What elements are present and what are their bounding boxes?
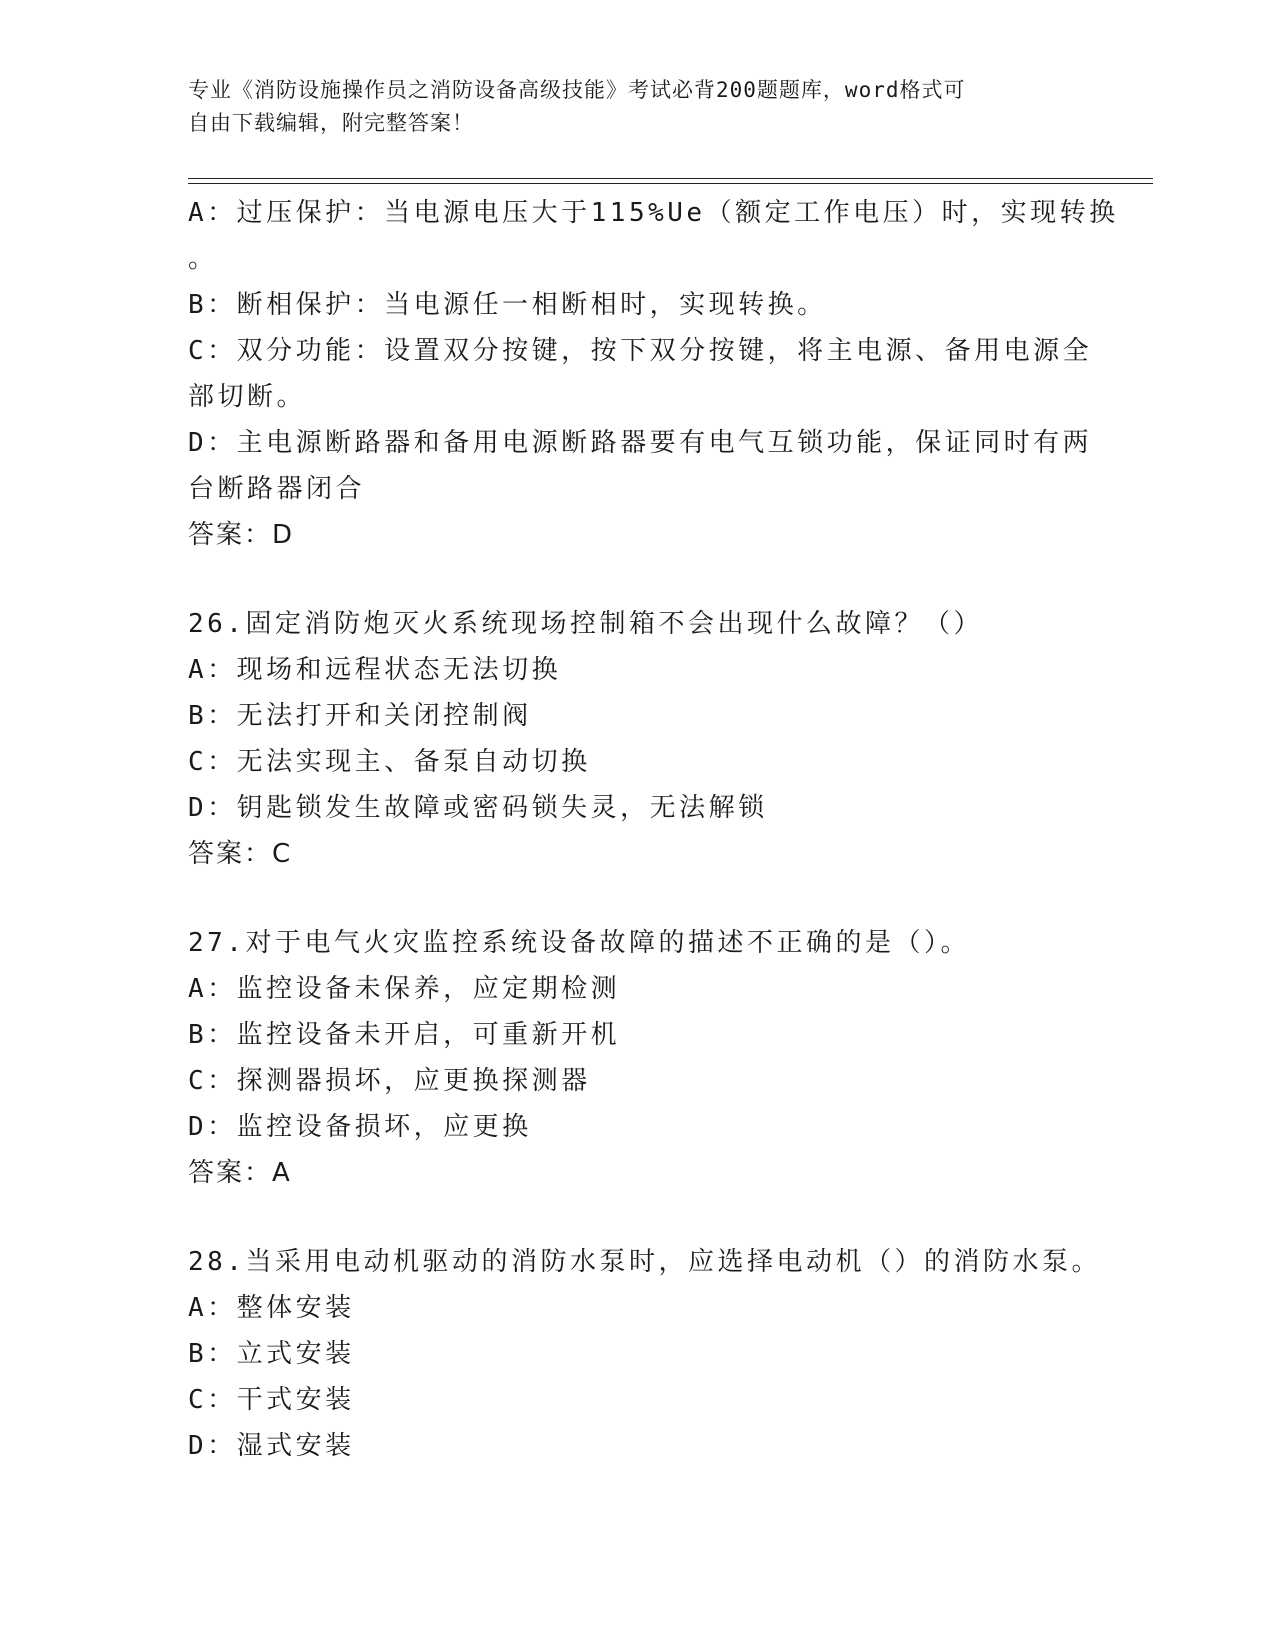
option-a-line-1: A：过压保护：当电源电压大于115%Ue（额定工作电压）时，实现转换 <box>188 198 1119 228</box>
option-c-line-2: 部切断。 <box>188 382 307 412</box>
option-b: B：立式安装 <box>188 1339 355 1369</box>
document-header <box>188 74 1068 140</box>
question-text: 27.对于电气火灾监控系统设备故障的描述不正确的是（）。 <box>188 928 970 958</box>
spacer <box>188 877 1088 920</box>
header-line-2: 自由下载编辑，附完整答案！ <box>188 111 474 135</box>
option-b: B：断相保护：当电源任一相断相时，实现转换。 <box>188 290 827 320</box>
answer-label: 答案：A <box>188 1158 292 1188</box>
option-a: A：现场和远程状态无法切换 <box>188 655 562 685</box>
option-b: B：监控设备未开启，可重新开机 <box>188 1020 621 1050</box>
question-text: 28.当采用电动机驱动的消防水泵时，应选择电动机（）的消防水泵。 <box>188 1247 1101 1277</box>
option-c-line-1: C：双分功能：设置双分按键，按下双分按键，将主电源、备用电源全 <box>188 336 1093 366</box>
option-d: D：钥匙锁发生故障或密码锁失灵，无法解锁 <box>188 793 768 823</box>
option-d-line-1: D：主电源断路器和备用电源断路器要有电气互锁功能，保证同时有两 <box>188 428 1093 458</box>
option-c: C：探测器损坏，应更换探测器 <box>188 1066 591 1096</box>
option-d: D：监控设备损坏，应更换 <box>188 1112 532 1142</box>
question-28 <box>188 1239 1101 1469</box>
question-text: 26.固定消防炮灭火系统现场控制箱不会出现什么故障？（） <box>188 609 983 639</box>
option-a: A：整体安装 <box>188 1293 355 1323</box>
question-25-continuation <box>188 190 1119 558</box>
question-26 <box>188 601 1088 877</box>
answer-label: 答案：C <box>188 839 293 869</box>
answer-label: 答案：D <box>188 520 295 550</box>
spacer <box>188 558 1088 601</box>
question-27 <box>188 920 1088 1196</box>
header-divider-top <box>188 178 1153 179</box>
header-divider-bottom <box>188 183 1153 184</box>
option-c: C：干式安装 <box>188 1385 355 1415</box>
option-a: A：监控设备未保养，应定期检测 <box>188 974 621 1004</box>
option-c: C：无法实现主、备泵自动切换 <box>188 747 591 777</box>
spacer <box>188 1196 1088 1239</box>
option-d: D：湿式安装 <box>188 1431 355 1461</box>
document-body <box>188 190 1119 1469</box>
header-line-1: 专业《消防设施操作员之消防设备高级技能》考试必背200题题库，word格式可 <box>188 78 966 102</box>
option-a-line-2: 。 <box>188 244 218 274</box>
option-d-line-2: 台断路器闭合 <box>188 474 366 504</box>
option-b: B：无法打开和关闭控制阀 <box>188 701 532 731</box>
